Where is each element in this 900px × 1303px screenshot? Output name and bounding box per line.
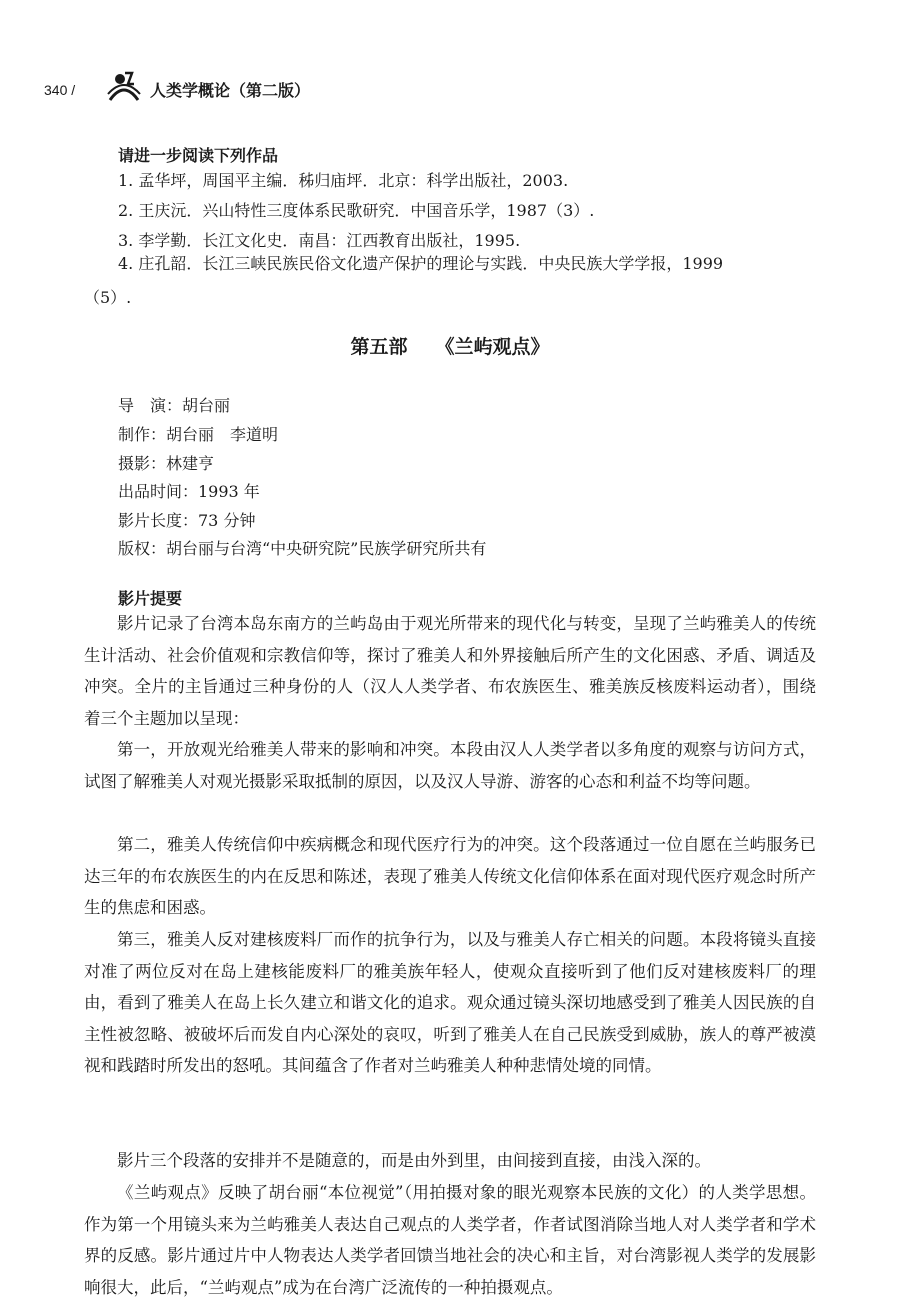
running-header [44, 68, 464, 106]
credit-release-year: 出品时间：1993 年 [118, 482, 260, 501]
reference-item: 1. 孟华坪，周国平主编．秭归庙坪．北京：科学出版社，2003. [118, 171, 569, 190]
part-number: 第五部 [350, 336, 408, 358]
synopsis-paragraph: 第三，雅美人反对建核废料厂而作的抗争行为，以及与雅美人存亡相关的问题。本段将镜头直接对准了两位反对在岛上建核能废料厂的雅美族年轻人，使观众直接听到了他们反对建核废料厂的理由，看到了雅美人在岛上长久建立和谐文化的追求。观众通过镜头深切地感受到了雅美人因民族的自主性被忽略、被破坏后而发自内心深处的哀叹，听到了雅美人在自己民族受到威胁，族人的尊严被漠视和践踏时所发出的怒吼。其间蕴含了作者对兰屿雅美人种种悲情处境的同情。 [84, 930, 816, 1075]
credit-producer: 制作：胡台丽 李道明 [118, 425, 279, 444]
part-title [0, 332, 900, 359]
book-title: 人类学概论（第二版） [150, 81, 311, 100]
reference-item: 3. 李学勤．长江文化史．南昌：江西教育出版社，1995. [118, 231, 521, 250]
synopsis-paragraph: 第一，开放观光给雅美人带来的影响和冲突。本段由汉人人类学者以多角度的观察与访问方式，试图了解雅美人对观光摄影采取抵制的原因，以及汉人导游、游客的心态和利益不均等问题。 [84, 740, 816, 791]
synopsis-paragraph: 影片三个段落的安排并不是随意的，而是由外到里，由间接到直接，由浅入深的。 [117, 1151, 711, 1170]
reference-item: 4. 庄孔韶．长江三峡民族民俗文化遗产保护的理论与实践．中央民族大学学报，1999 [118, 254, 724, 273]
credit-length: 影片长度：73 分钟 [118, 511, 256, 530]
reference-item-continuation: （5）. [84, 288, 132, 307]
synopsis-paragraph: 影片记录了台湾本岛东南方的兰屿岛由于观光所带来的现代化与转变，呈现了兰屿雅美人的传统生计活动、社会价值观和宗教信仰等，探讨了雅美人和外界接触后所产生的文化困惑、矛盾、调适及冲突。全片的主旨通过三种身份的人（汉人人类学者、布农族医生、雅美族反核废料运动者），围绕着三个主题加以呈现： [84, 614, 816, 728]
reference-item: 2. 王庆沅．兴山特性三度体系民歌研究．中国音乐学，1987（3）. [118, 201, 595, 220]
publisher-logo-icon [106, 70, 142, 104]
credit-cinematography: 摄影：林建亨 [118, 454, 215, 473]
further-reading-heading: 请进一步阅读下列作品 [118, 146, 279, 165]
synopsis-paragraph: 第二，雅美人传统信仰中疾病概念和现代医疗行为的冲突。这个段落通过一位自愿在兰屿服务已达三年的布农族医生的内在反思和陈述，表现了雅美人传统文化信仰体系在面对现代医疗观念时所产生的焦虑和困惑。 [84, 835, 816, 917]
credit-director: 导 演：胡台丽 [118, 396, 231, 415]
synopsis-heading: 影片提要 [118, 589, 183, 608]
film-title: 《兰屿观点》 [435, 336, 550, 358]
page-number: 340 / [44, 82, 76, 98]
synopsis-paragraph: 《兰屿观点》反映了胡台丽“本位视觉”（用拍摄对象的眼光观察本民族的文化）的人类学思想。作为第一个用镜头来为兰屿雅美人表达自己观点的人类学者，作者试图消除当地人对人类学者和学术界的反感。影片通过片中人物表达人类学者回馈当地社会的决心和主旨，对台湾影视人类学的发展影响很大，此后，“兰屿观点”成为在台湾广泛流传的一种拍摄观点。 [84, 1183, 816, 1297]
credit-copyright: 版权：胡台丽与台湾“中央研究院”民族学研究所共有 [118, 539, 487, 558]
